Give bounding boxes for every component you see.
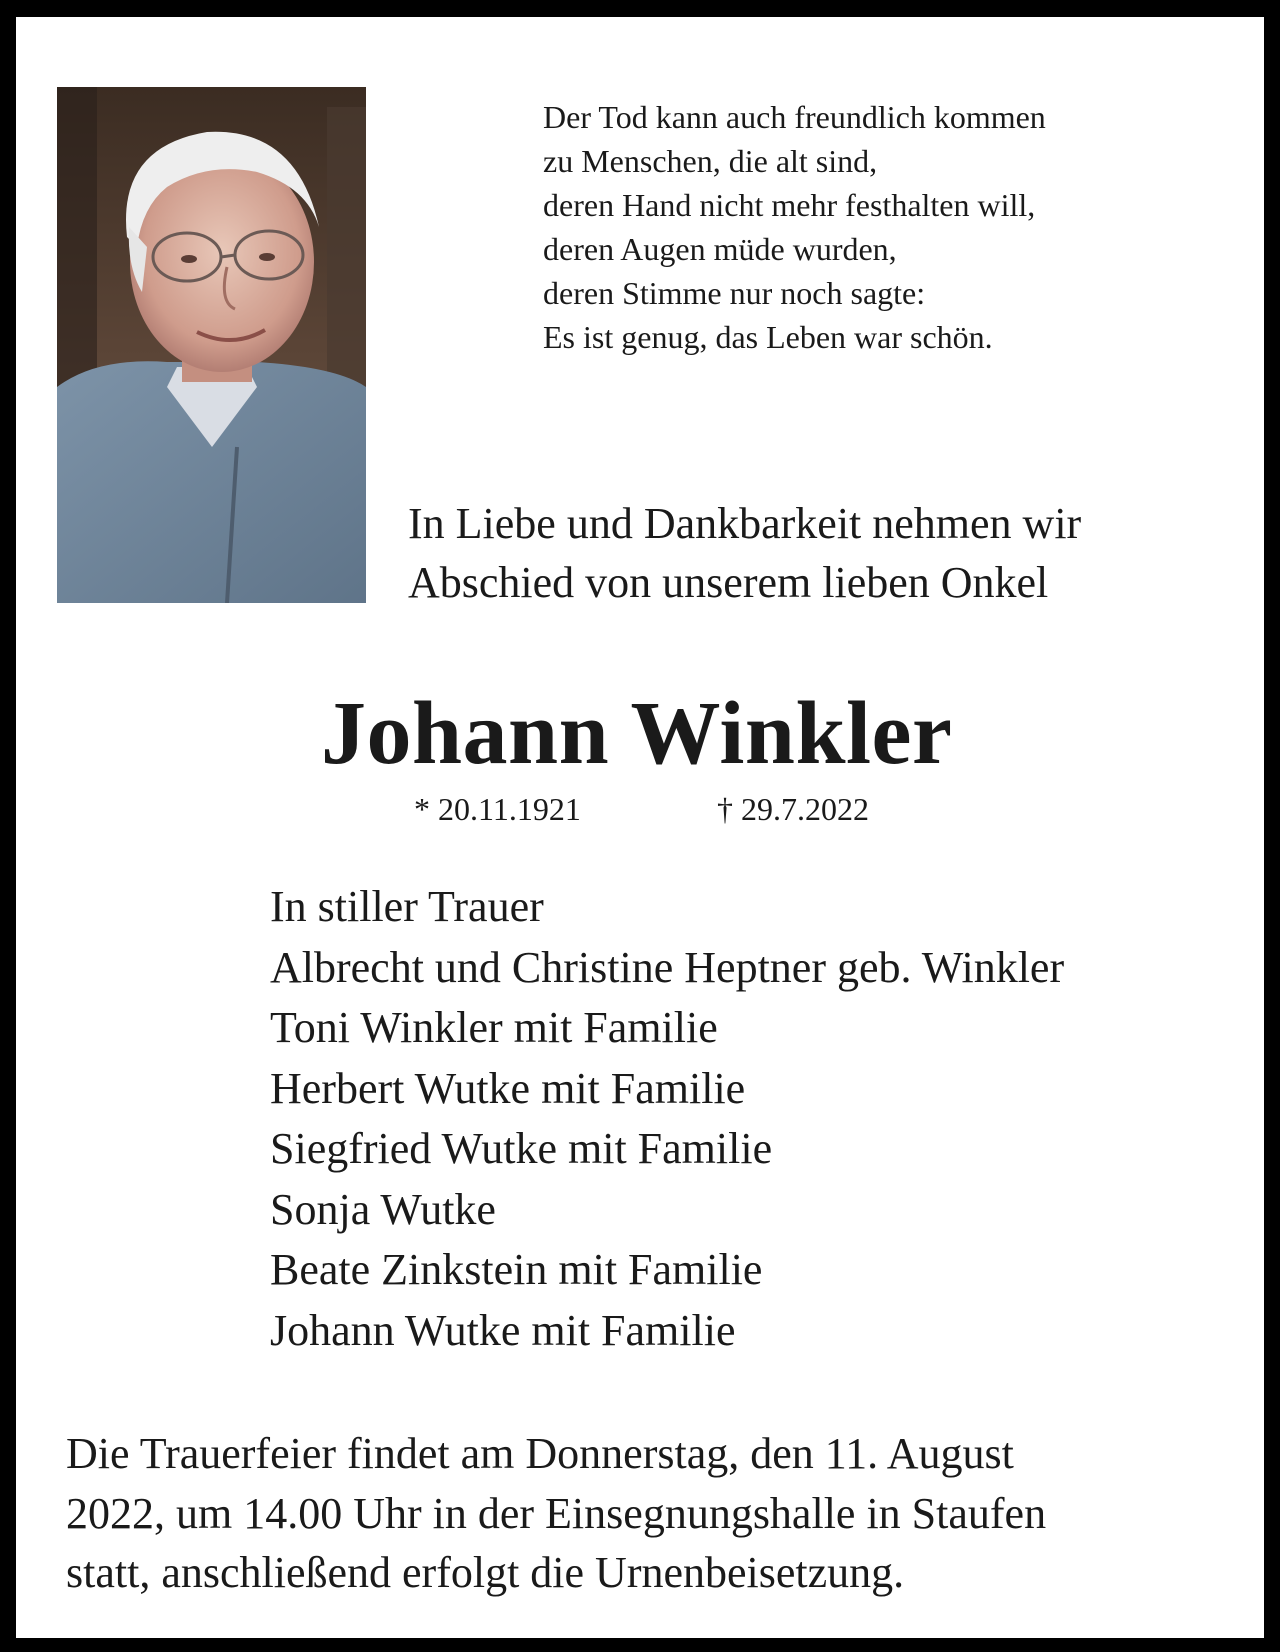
portrait-photo [57, 87, 366, 603]
poem-line: deren Stimme nur noch sagte: [543, 275, 926, 311]
mourner-line: Herbert Wutke mit Familie [270, 1063, 746, 1113]
mourner-line: Johann Wutke mit Familie [270, 1305, 736, 1355]
death-date: † 29.7.2022 [717, 791, 869, 827]
intro-line: Abschied von unserem lieben Onkel [408, 558, 1049, 607]
mourner-line: Beate Zinkstein mit Familie [270, 1245, 763, 1294]
poem-line: deren Augen müde wurden, [543, 231, 897, 267]
mourner-line: Siegfried Wutke mit Familie [270, 1124, 773, 1173]
service-line: 2022, um 14.00 Uhr in der Einsegnungshalle in Staufen [66, 1488, 1047, 1538]
poem-line: Es ist genug, das Leben war schön. [543, 319, 993, 355]
poem-line: Der Tod kann auch freundlich kommen [543, 99, 1046, 135]
mourner-line: Sonja Wutke [270, 1184, 496, 1234]
intro-line: In Liebe und Dankbarkeit nehmen wir [408, 499, 1082, 548]
funeral-service-notice [66, 1424, 1266, 1603]
service-line: statt, anschließend erfolgt die Urnenbeisetzung. [66, 1548, 905, 1597]
service-line: Die Trauerfeier findet am Donnerstag, den 11. August [66, 1429, 1014, 1478]
mourner-line: Albrecht und Christine Heptner geb. Winkler [270, 942, 1065, 992]
deceased-name: Johann Winkler [321, 684, 953, 783]
poem [543, 95, 1046, 359]
poem-line: deren Hand nicht mehr festhalten will, [543, 187, 1036, 223]
mourner-line: In stiller Trauer [270, 882, 544, 931]
birth-date: * 20.11.1921 [414, 791, 581, 827]
farewell-intro [408, 494, 1081, 612]
mourner-line: Toni Winkler mit Familie [270, 1003, 718, 1052]
poem-line: zu Menschen, die alt sind, [543, 143, 878, 179]
mourners-list [270, 877, 1064, 1361]
